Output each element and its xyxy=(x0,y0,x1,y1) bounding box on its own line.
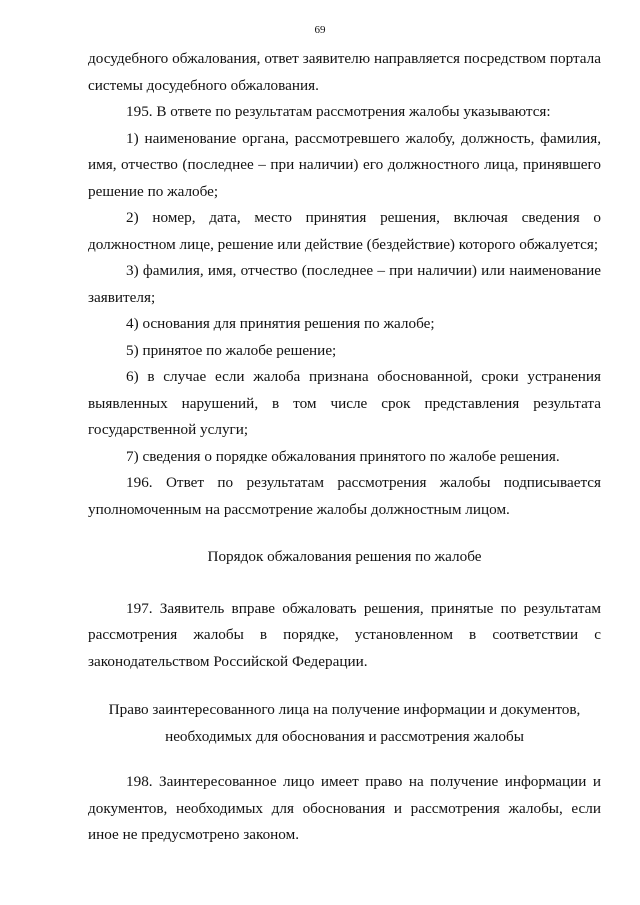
list-item-3: 3) фамилия, имя, отчество (последнее – при наличии) или наименование заявителя; xyxy=(88,262,601,306)
list-item-7: 7) сведения о порядке обжалования принятого по жалобе решения. xyxy=(126,447,560,465)
paragraph-196: 196. Ответ по результатам рассмотрения жалобы подписывается уполномоченным на рассмотрение жалобы должностным лицом. xyxy=(88,474,601,518)
document-body xyxy=(88,46,601,849)
list-item-1: 1) наименование органа, рассмотревшего жалобу, должность, фамилия, имя, отчество (последнее – при наличии) его должностного лица, принявшего решение по жалобе; xyxy=(88,129,601,200)
section-heading-line-1: Право заинтересованного лица на получение информации и документов, xyxy=(108,701,581,718)
section-heading-appeal-procedure: Порядок обжалования решения по жалобе xyxy=(207,548,482,565)
section-heading-line-2: необходимых для обоснования и рассмотрения жалобы xyxy=(165,727,524,745)
paragraph-continuation: досудебного обжалования, ответ заявителю направляется посредством портала системы досудебного обжалования. xyxy=(88,50,601,94)
list-item-6: 6) в случае если жалоба признана обоснованной, сроки устранения выявленных нарушений, в том числе срок представления результата государственной услуги; xyxy=(88,368,601,438)
page-number: 69 xyxy=(314,24,326,36)
paragraph-195: 195. В ответе по результатам рассмотрения жалобы указываются: xyxy=(126,103,551,120)
section-heading-right-to-information xyxy=(88,697,601,750)
paragraph-198: 198. Заинтересованное лицо имеет право на получение информации и документов, необходимых для обоснования и рассмотрения жалобы, если иное не предусмотрено законом. xyxy=(88,773,601,843)
list-item-4: 4) основания для принятия решения по жалобе; xyxy=(126,315,435,332)
list-item-5: 5) принятое по жалобе решение; xyxy=(126,341,337,359)
paragraph-197: 197. Заявитель вправе обжаловать решения, принятые по результатам рассмотрения жалобы в порядке, установленном в соответствии с законодательством Российской Федерации. xyxy=(88,599,601,670)
list-item-2: 2) номер, дата, место принятия решения, включая сведения о должностном лице, решение или действие (бездействие) которого обжалуется; xyxy=(88,209,601,253)
